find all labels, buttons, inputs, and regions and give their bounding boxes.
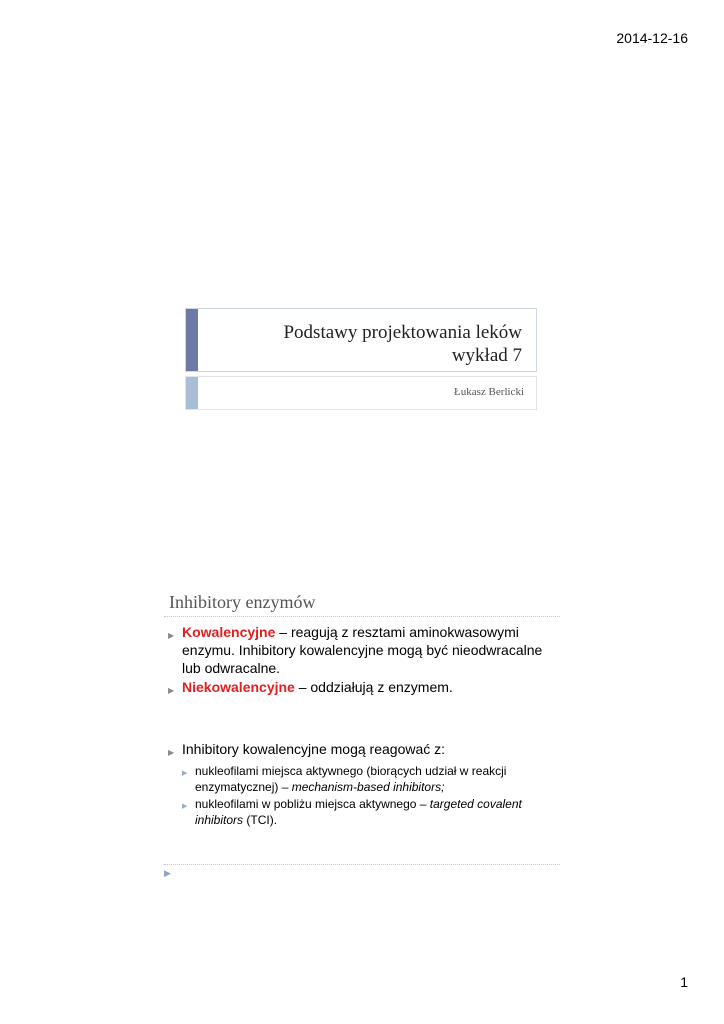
slide-title-line1: Podstawy projektowania leków xyxy=(283,322,522,343)
slide-title: Inhibitory enzymów xyxy=(169,592,316,612)
bullet-reakcje xyxy=(168,740,445,758)
bullet-text: – oddziałują z enzymem. xyxy=(294,679,453,695)
bullet-arrow-icon: ▶ xyxy=(182,803,188,810)
bullet-arrow-icon: ▶ xyxy=(168,631,175,640)
bullet-niekowalencyjne xyxy=(168,678,453,696)
title-accent-bar xyxy=(186,309,198,371)
bullet-text: Inhibitory kowalencyjne mogą reagować z: xyxy=(182,741,446,757)
bullet-text: – reagują z resztami aminokwasowymi enzymu. Inhibitory kowalencyjne mogą być nieodwracalne lub odwracalne. xyxy=(182,624,543,676)
footer-arrow-icon: ▶ xyxy=(164,868,171,878)
subbullet-text: nukleofilami miejsca aktywnego (biorących udział w reakcji enzymatycznej) – xyxy=(195,764,507,794)
slide-title-line2: wykład 7 xyxy=(451,345,522,366)
subbullet-mechanism xyxy=(182,763,542,795)
title-slide xyxy=(185,308,537,408)
document-date: 2014-12-16 xyxy=(616,30,688,46)
content-slide xyxy=(164,590,560,890)
title-box xyxy=(185,308,537,372)
subbullet-italic: mechanism-based inhibitors; xyxy=(291,780,445,794)
term-niekowalencyjne: Niekowalencyjne xyxy=(182,679,295,695)
bullet-kowalencyjne xyxy=(168,623,558,677)
subbullet-targeted xyxy=(182,796,552,828)
slide-author: Łukasz Berlicki xyxy=(454,386,524,398)
bullet-arrow-icon: ▶ xyxy=(182,770,188,777)
slide-title xyxy=(283,321,522,367)
term-kowalencyjne: Kowalencyjne xyxy=(182,624,276,640)
subbullet-text: nukleofilami w pobliżu miejsca aktywnego – xyxy=(195,797,430,811)
subbullet-italic: targeted covalent inhibitors xyxy=(195,797,522,827)
subtitle-box xyxy=(185,376,537,410)
bullet-arrow-icon: ▶ xyxy=(168,748,175,757)
bullet-arrow-icon: ▶ xyxy=(168,686,175,695)
title-divider xyxy=(164,616,560,617)
footer-divider xyxy=(164,864,560,865)
subtitle-accent-bar xyxy=(186,377,198,409)
page-number: 1 xyxy=(680,974,688,990)
subbullet-text-end: (TCI). xyxy=(243,813,278,827)
